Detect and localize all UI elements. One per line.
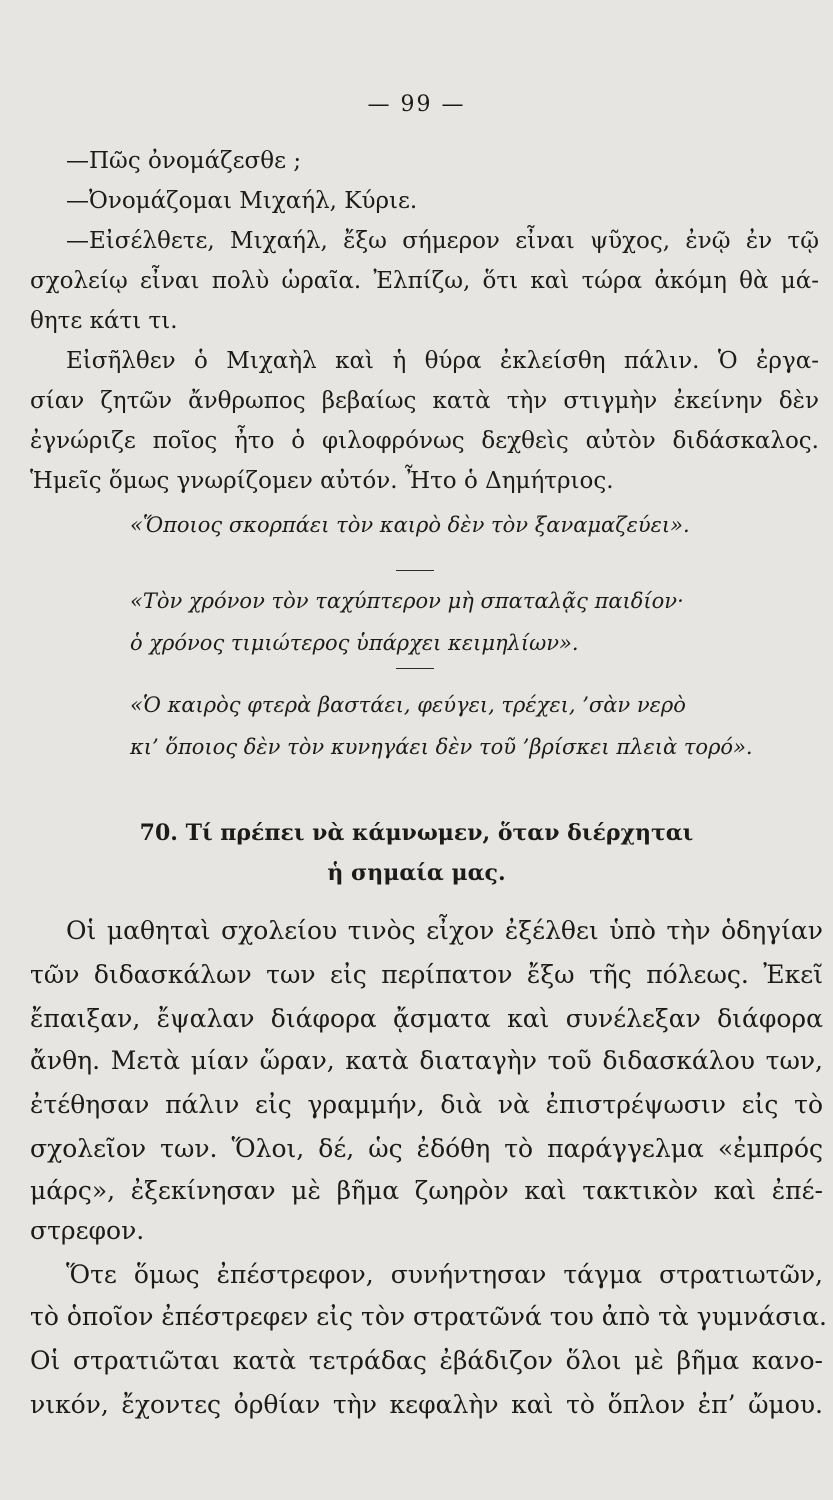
section-title-line1: Τί πρέπει νὰ κάμνωμεν, ὅταν διέρχηται (185, 820, 694, 846)
narrative-line: σίαν ζητῶν ἄνθρωπος βεβαίως κατὰ τὴν στιγμὴν ἐκείνην δὲν (30, 388, 819, 414)
separator (396, 668, 434, 669)
proverb-line: ὁ χρόνος τιμιώτερος ὑπάρχει κειμηλίων». (130, 631, 579, 655)
body-line: ἔπαιξαν, ἔψαλαν διάφορα ᾄσματα καὶ συνέλεξαν διάφορα (30, 1004, 823, 1033)
body-line: Οἱ μαθηταὶ σχολείου τινὸς εἶχον ἐξέλθει ὑπὸ τὴν ὁδηγίαν (66, 916, 823, 945)
body-line: νικόν, ἔχοντες ὀρθίαν τὴν κεφαλὴν καὶ τὸ ὅπλον ἐπ’ ὤμου. (30, 1390, 823, 1419)
body-line: σχολεῖον των. Ὅλοι, δέ, ὡς ἐδόθη τὸ παράγγελμα «ἐμπρός (30, 1134, 823, 1163)
section-title-line2: ἡ σημαία μας. (327, 860, 506, 886)
proverb-line: «Ὅποιος σκορπάει τὸν καιρὸ δὲν τὸν ξαναμαζεύει». (130, 513, 690, 537)
body-line: ἐτέθησαν πάλιν εἰς γραμμήν, διὰ νὰ ἐπιστρέψωσιν εἰς τὸ (30, 1090, 823, 1119)
narrative-line: Ἡμεῖς ὅμως γνωρίζομεν αὐτόν. Ἦτο ὁ Δημήτριος. (30, 468, 614, 494)
separator (396, 570, 434, 571)
proverb-line: «Ὁ καιρὸς φτερὰ βαστάει, φεύγει, τρέχει, ’σὰν νερὸ (130, 693, 686, 717)
body-line: στρεφον. (30, 1216, 145, 1245)
narrative-line: ἐγνώριζε ποῖος ἦτο ὁ φιλοφρόνως δεχθεὶς αὐτὸν διδάσκαλος. (30, 428, 819, 454)
body-line: τὸ ὁποῖον ἐπέστρεφεν εἰς τὸν στρατῶνά του ἀπὸ τὰ γυμνάσια. (30, 1302, 827, 1331)
narrative-line: Εἰσῆλθεν ὁ Μιχαὴλ καὶ ἡ θύρα ἐκλείσθη πάλιν. Ὁ ἐργα- (66, 348, 819, 374)
dialogue-line: —Πῶς ὀνομάζεσθε ; (66, 148, 302, 174)
body-line: μάρς», ἐξεκίνησαν μὲ βῆμα ζωηρὸν καὶ τακτικὸν καὶ ἐπέ- (30, 1176, 823, 1205)
body-line: ἄνθη. Μετὰ μίαν ὥραν, κατὰ διαταγὴν τοῦ διδασκάλου των, (30, 1046, 823, 1075)
dialogue-line: θητε κάτι τι. (30, 308, 178, 334)
proverb-line: «Τὸν χρόνον τὸν ταχύπτερον μὴ σπαταλᾷς παιδίον· (130, 589, 684, 613)
dialogue-line: —Ὀνομάζομαι Μιχαήλ, Κύριε. (66, 188, 418, 214)
dialogue-line: —Εἰσέλθετε, Μιχαήλ, ἔξω σήμερον εἶναι ψῦχος, ἐνῷ ἐν τῷ (66, 228, 819, 254)
proverb-line: κι’ ὅποιος δὲν τὸν κυνηγάει δὲν τοῦ ’βρίσκει πλειὰ τορό». (130, 735, 753, 759)
body-line: Οἱ στρατιῶται κατὰ τετράδας ἐβάδιζον ὅλοι μὲ βῆμα κανο- (30, 1346, 823, 1375)
body-line: τῶν διδασκάλων των εἰς περίπατον ἔξω τῆς πόλεως. Ἐκεῖ (30, 960, 823, 989)
section-heading (0, 818, 833, 848)
section-number: 70. (139, 820, 178, 846)
dialogue-line: σχολείῳ εἶναι πολὺ ὡραῖα. Ἐλπίζω, ὅτι καὶ τώρα ἀκόμη θὰ μά- (30, 268, 819, 294)
body-line: Ὅτε ὅμως ἐπέστρεφον, συνήντησαν τάγμα στρατιωτῶν, (66, 1260, 823, 1289)
page-number: — 99 — (367, 92, 466, 117)
